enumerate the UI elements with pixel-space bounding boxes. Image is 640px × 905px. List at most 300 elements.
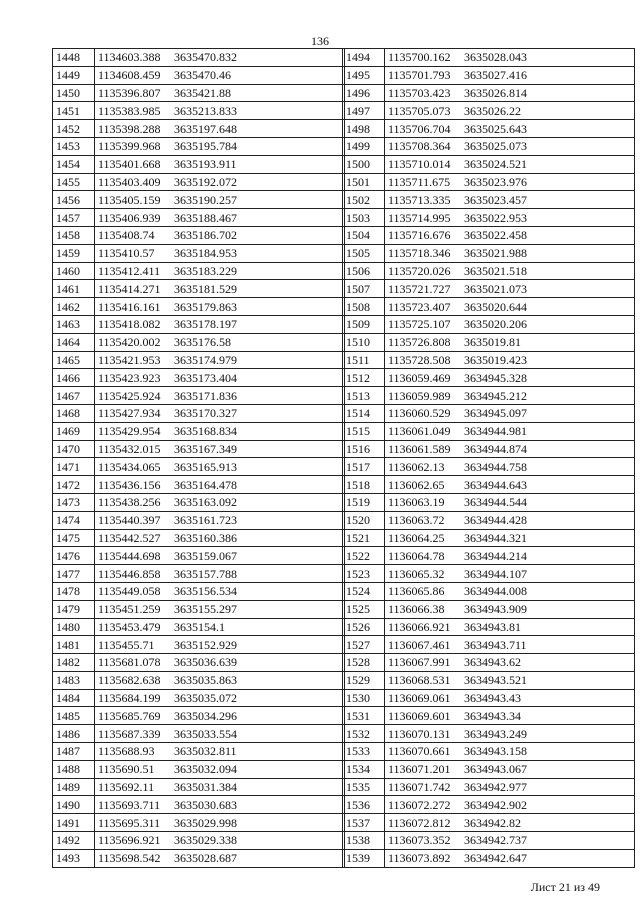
x-coordinate: 1135710.014 [388,157,451,172]
point-coordinates [95,849,345,867]
point-number: 1529 [343,671,385,689]
table-row [53,404,345,422]
table-row [53,84,345,102]
point-coordinates [385,49,635,67]
y-coordinate: 3634943.249 [464,726,527,741]
y-coordinate: 3634945.328 [464,370,527,385]
point-coordinates [385,493,635,511]
point-coordinates [95,120,345,138]
x-coordinate: 1136060.529 [388,406,451,421]
point-number: 1537 [343,814,385,832]
y-coordinate: 3635160.386 [174,530,237,545]
y-coordinate: 3634943.909 [464,602,527,617]
y-coordinate: 3634944.758 [464,459,527,474]
x-coordinate: 1135406.939 [98,210,161,225]
table-row [343,511,635,529]
table-row [53,547,345,565]
x-coordinate: 1135682.638 [98,673,161,688]
y-coordinate: 3634943.34 [464,708,521,723]
table-row [53,351,345,369]
y-coordinate: 3634943.067 [464,762,527,777]
table-row [343,689,635,707]
x-coordinate: 1135436.156 [98,477,161,492]
point-coordinates [95,102,345,120]
point-number: 1504 [343,226,385,244]
table-row [343,209,635,227]
point-coordinates [95,84,345,102]
x-coordinate: 1136070.131 [388,726,451,741]
y-coordinate: 3635028.043 [464,50,527,65]
y-coordinate: 3634944.874 [464,441,527,456]
table-row [53,778,345,796]
table-row [343,832,635,850]
x-coordinate: 1135684.199 [98,691,161,706]
table-row [53,262,345,280]
x-coordinate: 1135449.058 [98,584,161,599]
y-coordinate: 3635184.953 [174,246,237,261]
table-row [343,226,635,244]
point-number: 1487 [53,743,95,761]
point-coordinates [385,849,635,867]
table-row [343,814,635,832]
point-coordinates [385,155,635,173]
point-number: 1459 [53,244,95,262]
table-row [343,369,635,387]
point-coordinates [95,476,345,494]
point-coordinates [385,440,635,458]
x-coordinate: 1135726.808 [388,335,451,350]
point-number: 1484 [53,689,95,707]
point-number: 1510 [343,333,385,351]
point-coordinates [385,832,635,850]
point-coordinates [385,191,635,209]
x-coordinate: 1135432.015 [98,441,161,456]
point-number: 1496 [343,84,385,102]
y-coordinate: 3635197.648 [174,121,237,136]
point-coordinates [385,173,635,191]
point-number: 1454 [53,155,95,173]
y-coordinate: 3635192.072 [174,174,237,189]
table-row [343,333,635,351]
y-coordinate: 3634944.981 [464,424,527,439]
point-coordinates [95,458,345,476]
point-coordinates [95,244,345,262]
y-coordinate: 3635161.723 [174,513,237,528]
x-coordinate: 1136067.991 [388,655,451,670]
table-row [343,173,635,191]
table-row [343,244,635,262]
point-number: 1532 [343,725,385,743]
y-coordinate: 3634942.647 [464,851,527,866]
point-number: 1489 [53,778,95,796]
y-coordinate: 3634944.214 [464,548,527,563]
x-coordinate: 1135418.082 [98,317,161,332]
point-number: 1517 [343,458,385,476]
x-coordinate: 1135401.668 [98,157,161,172]
table-row [343,529,635,547]
x-coordinate: 1135692.11 [98,780,155,795]
table-row [53,814,345,832]
y-coordinate: 3635026.814 [464,85,527,100]
x-coordinate: 1135427.934 [98,406,161,421]
y-coordinate: 3635179.863 [174,299,237,314]
table-row [53,298,345,316]
table-row [53,636,345,654]
point-number: 1494 [343,49,385,67]
point-coordinates [95,832,345,850]
point-coordinates [95,422,345,440]
table-row [343,102,635,120]
point-number: 1474 [53,511,95,529]
y-coordinate: 3635029.998 [174,815,237,830]
point-number: 1530 [343,689,385,707]
y-coordinate: 3634944.321 [464,530,527,545]
point-number: 1483 [53,671,95,689]
table-row [343,137,635,155]
x-coordinate: 1136073.892 [388,851,451,866]
point-coordinates [95,547,345,565]
x-coordinate: 1135687.339 [98,726,161,741]
point-coordinates [95,173,345,191]
table-row [343,351,635,369]
y-coordinate: 3635022.953 [464,210,527,225]
point-coordinates [385,707,635,725]
x-coordinate: 1135383.985 [98,103,161,118]
x-coordinate: 1135706.704 [388,121,451,136]
point-number: 1498 [343,120,385,138]
point-number: 1527 [343,636,385,654]
x-coordinate: 1134608.459 [98,68,161,83]
point-coordinates [95,600,345,618]
point-number: 1464 [53,333,95,351]
table-row [343,155,635,173]
point-coordinates [95,796,345,814]
table-row [53,155,345,173]
x-coordinate: 1135403.409 [98,174,161,189]
point-number: 1514 [343,404,385,422]
point-number: 1503 [343,209,385,227]
x-coordinate: 1135725.107 [388,317,451,332]
point-number: 1470 [53,440,95,458]
y-coordinate: 3635171.836 [174,388,237,403]
point-coordinates [385,120,635,138]
page-number: 136 [311,34,329,48]
x-coordinate: 1135688.93 [98,744,155,759]
x-coordinate: 1136069.601 [388,708,451,723]
point-coordinates [385,654,635,672]
point-number: 1516 [343,440,385,458]
point-coordinates [385,636,635,654]
point-number: 1486 [53,725,95,743]
point-number: 1531 [343,707,385,725]
y-coordinate: 3635155.297 [174,602,237,617]
y-coordinate: 3634945.212 [464,388,527,403]
table-row [53,102,345,120]
point-number: 1469 [53,422,95,440]
point-number: 1458 [53,226,95,244]
point-coordinates [385,387,635,405]
point-coordinates [95,565,345,583]
x-coordinate: 1135399.968 [98,139,161,154]
x-coordinate: 1135708.364 [388,139,451,154]
table-row [343,600,635,618]
point-number: 1463 [53,315,95,333]
point-number: 1533 [343,743,385,761]
point-number: 1456 [53,191,95,209]
y-coordinate: 3635035.863 [174,673,237,688]
x-coordinate: 1135711.675 [388,174,451,189]
point-coordinates [95,262,345,280]
point-coordinates [95,707,345,725]
point-number: 1534 [343,760,385,778]
y-coordinate: 3635186.702 [174,228,237,243]
point-number: 1468 [53,404,95,422]
y-coordinate: 3635034.296 [174,708,237,723]
x-coordinate: 1134603.388 [98,50,161,65]
point-coordinates [95,298,345,316]
x-coordinate: 1136059.989 [388,388,451,403]
x-coordinate: 1135444.698 [98,548,161,563]
x-coordinate: 1135681.078 [98,655,161,670]
point-number: 1471 [53,458,95,476]
y-coordinate: 3635193.911 [174,157,237,172]
point-coordinates [95,404,345,422]
y-coordinate: 3634944.008 [464,584,527,599]
y-coordinate: 3634943.711 [464,637,527,652]
x-coordinate: 1136063.19 [388,495,445,510]
y-coordinate: 3635031.384 [174,780,237,795]
table-row [343,547,635,565]
y-coordinate: 3634943.62 [464,655,521,670]
x-coordinate: 1136064.25 [388,530,445,545]
table-row [53,333,345,351]
point-coordinates [385,351,635,369]
point-number: 1508 [343,298,385,316]
point-coordinates [95,333,345,351]
point-number: 1482 [53,654,95,672]
y-coordinate: 3635470.46 [174,68,231,83]
point-coordinates [95,529,345,547]
point-coordinates [95,280,345,298]
point-coordinates [385,226,635,244]
y-coordinate: 3635032.811 [174,744,237,759]
y-coordinate: 3635152.929 [174,637,237,652]
table-row [343,120,635,138]
coordinates-table-left [52,48,345,868]
point-coordinates [95,582,345,600]
y-coordinate: 3635023.457 [464,192,527,207]
x-coordinate: 1136068.531 [388,673,451,688]
x-coordinate: 1136073.352 [388,833,451,848]
x-coordinate: 1135718.346 [388,246,451,261]
point-coordinates [95,66,345,84]
x-coordinate: 1135696.921 [98,833,161,848]
point-number: 1490 [53,796,95,814]
point-number: 1538 [343,832,385,850]
x-coordinate: 1135728.508 [388,352,451,367]
y-coordinate: 3634942.737 [464,833,527,848]
y-coordinate: 3635019.423 [464,352,527,367]
point-coordinates [385,582,635,600]
point-coordinates [385,671,635,689]
y-coordinate: 3634945.097 [464,406,527,421]
point-coordinates [385,743,635,761]
point-coordinates [385,529,635,547]
point-number: 1492 [53,832,95,850]
point-number: 1520 [343,511,385,529]
x-coordinate: 1135451.259 [98,602,161,617]
point-number: 1477 [53,565,95,583]
x-coordinate: 1135434.065 [98,459,161,474]
point-number: 1449 [53,66,95,84]
table-row [343,476,635,494]
x-coordinate: 1136071.201 [388,762,451,777]
point-coordinates [385,725,635,743]
point-number: 1455 [53,173,95,191]
table-row [343,404,635,422]
point-coordinates [385,618,635,636]
x-coordinate: 1135698.542 [98,851,161,866]
y-coordinate: 3634944.643 [464,477,527,492]
table-row [53,707,345,725]
y-coordinate: 3634943.81 [464,619,521,634]
y-coordinate: 3635470.832 [174,50,237,65]
y-coordinate: 3635195.784 [174,139,237,154]
point-number: 1495 [343,66,385,84]
x-coordinate: 1135416.161 [98,299,161,314]
y-coordinate: 3635190.257 [174,192,237,207]
table-row [343,387,635,405]
table-row [343,725,635,743]
point-number: 1509 [343,315,385,333]
point-number: 1488 [53,760,95,778]
y-coordinate: 3634944.107 [464,566,527,581]
table-row [53,511,345,529]
y-coordinate: 3635028.687 [174,851,237,866]
table-row [343,636,635,654]
table-row [53,191,345,209]
x-coordinate: 1135716.676 [388,228,451,243]
table-row [343,654,635,672]
point-coordinates [385,511,635,529]
point-number: 1526 [343,618,385,636]
point-number: 1507 [343,280,385,298]
y-coordinate: 3634943.43 [464,691,521,706]
y-coordinate: 3635159.067 [174,548,237,563]
x-coordinate: 1136062.65 [388,477,445,492]
point-number: 1528 [343,654,385,672]
point-number: 1452 [53,120,95,138]
x-coordinate: 1135412.411 [98,263,161,278]
point-number: 1497 [343,102,385,120]
point-coordinates [385,102,635,120]
x-coordinate: 1135425.924 [98,388,161,403]
point-number: 1539 [343,849,385,867]
y-coordinate: 3635021.073 [464,281,527,296]
point-coordinates [95,814,345,832]
table-row [343,422,635,440]
point-number: 1478 [53,582,95,600]
point-number: 1499 [343,137,385,155]
table-row [343,796,635,814]
point-number: 1457 [53,209,95,227]
point-coordinates [95,440,345,458]
x-coordinate: 1136063.72 [388,513,445,528]
x-coordinate: 1135700.162 [388,50,451,65]
y-coordinate: 3634943.158 [464,744,527,759]
point-number: 1453 [53,137,95,155]
point-number: 1506 [343,262,385,280]
point-number: 1523 [343,565,385,583]
x-coordinate: 1136070.661 [388,744,451,759]
point-number: 1462 [53,298,95,316]
table-row [53,849,345,867]
table-row [53,476,345,494]
x-coordinate: 1136061.589 [388,441,451,456]
table-row [53,440,345,458]
point-number: 1467 [53,387,95,405]
table-row [343,618,635,636]
point-number: 1515 [343,422,385,440]
x-coordinate: 1136072.272 [388,797,451,812]
table-row [343,458,635,476]
table-row [343,315,635,333]
x-coordinate: 1135438.256 [98,495,161,510]
point-number: 1481 [53,636,95,654]
point-coordinates [95,689,345,707]
table-row [343,778,635,796]
point-coordinates [385,262,635,280]
x-coordinate: 1135720.026 [388,263,451,278]
point-number: 1493 [53,849,95,867]
point-coordinates [95,191,345,209]
table-row [53,618,345,636]
x-coordinate: 1135714.995 [388,210,451,225]
table-row [53,173,345,191]
point-coordinates [95,511,345,529]
y-coordinate: 3635156.534 [174,584,237,599]
table-row [343,493,635,511]
y-coordinate: 3635174.979 [174,352,237,367]
point-coordinates [95,618,345,636]
point-number: 1524 [343,582,385,600]
y-coordinate: 3635021.518 [464,263,527,278]
point-coordinates [95,671,345,689]
point-number: 1448 [53,49,95,67]
point-coordinates [95,137,345,155]
point-number: 1466 [53,369,95,387]
y-coordinate: 3635164.478 [174,477,237,492]
x-coordinate: 1136059.469 [388,370,451,385]
point-coordinates [385,298,635,316]
table-row [343,49,635,67]
point-number: 1505 [343,244,385,262]
point-number: 1480 [53,618,95,636]
y-coordinate: 3635025.643 [464,121,527,136]
x-coordinate: 1135429.954 [98,424,161,439]
table-row [343,84,635,102]
y-coordinate: 3635168.834 [174,424,237,439]
table-row [53,565,345,583]
x-coordinate: 1136065.86 [388,584,445,599]
table-row [53,226,345,244]
y-coordinate: 3635025.073 [464,139,527,154]
y-coordinate: 3635167.349 [174,441,237,456]
point-coordinates [95,654,345,672]
x-coordinate: 1135703.423 [388,85,451,100]
point-coordinates [95,351,345,369]
point-coordinates [385,778,635,796]
